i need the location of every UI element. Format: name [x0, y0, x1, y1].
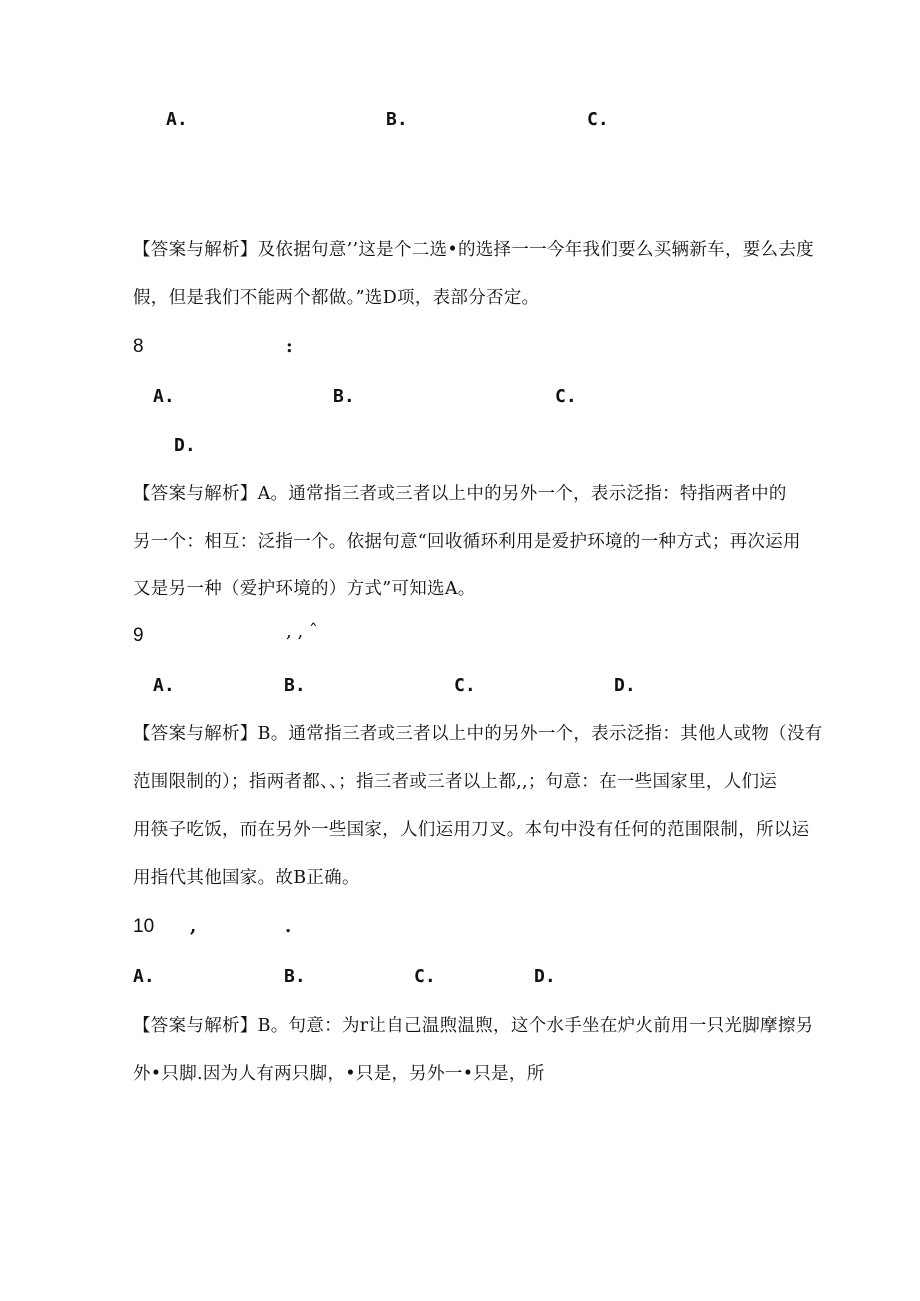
q8-number: 8: [133, 336, 144, 357]
q9-option-c: C.: [454, 675, 476, 696]
q7-explanation-line-2: 假，但是我们不能两个都做。”选D项，表部分否定。: [133, 288, 540, 308]
q9-explanation-line-3: 用筷子吃饭，而在另外一些国家，人们运用刀叉。本句中没有任何的范围限制，所以运: [133, 820, 810, 840]
q8-stem: :: [286, 336, 293, 357]
q8-option-c: C.: [555, 386, 577, 407]
q10-explanation-line-1: 【答案与解析】B。句意：为r让自己温煦温煦，这个水手坐在炉火前用一只光脚摩擦另: [133, 1016, 814, 1036]
q8-explanation-line-2: 另一个：相互：泛指一个。依据句意“回收循环利用是爱护环境的一种方式；再次运用: [133, 532, 801, 552]
q9-stem: , , ˆ: [286, 621, 318, 642]
q10-explanation-line-2: 外•只脚.因为人有两只脚，•只是，另外一•只是，所: [133, 1064, 545, 1084]
q7-option-b: B.: [386, 109, 408, 130]
q10-option-b: B.: [284, 966, 306, 987]
q9-explanation-line-4: 用指代其他国家。故B正确。: [133, 868, 360, 888]
q8-explanation-line-1: 【答案与解析】A。通常指三者或三者以上中的另外一个，表示泛指：特指两者中的: [133, 484, 787, 504]
q9-option-b: B.: [284, 675, 306, 696]
q10-number: 10: [133, 916, 155, 937]
q10-option-a: A.: [133, 966, 155, 987]
q10-stem-period: .: [285, 916, 292, 937]
q10-option-d: D.: [534, 966, 556, 987]
q10-option-c: C.: [414, 966, 436, 987]
q7-option-c: C.: [587, 109, 609, 130]
q10-stem-comma: ,: [190, 916, 197, 937]
q9-number: 9: [133, 625, 144, 646]
q9-explanation-line-1: 【答案与解析】B。通常指三者或三者以上中的另外一个，表示泛指：其他人或物（没有: [133, 724, 823, 744]
q8-explanation-line-3: 又是另一种（爱护环境的）方式”可知选A。: [133, 579, 476, 599]
q8-option-d: D.: [174, 435, 196, 456]
q7-explanation-line-1: 【答案与解析】及依据句意’’这是个二选•的选择一一今年我们要么买辆新车，要么去度: [133, 240, 814, 260]
q8-option-a: A.: [153, 386, 175, 407]
q9-option-d: D.: [614, 675, 636, 696]
q8-option-b: B.: [333, 386, 355, 407]
q7-option-a: A.: [166, 109, 188, 130]
q9-explanation-line-2: 范围限制的）；指两者都、、；指三者或三者以上都,,；句意：在一些国家里，人们运: [133, 772, 778, 792]
q9-option-a: A.: [153, 675, 175, 696]
